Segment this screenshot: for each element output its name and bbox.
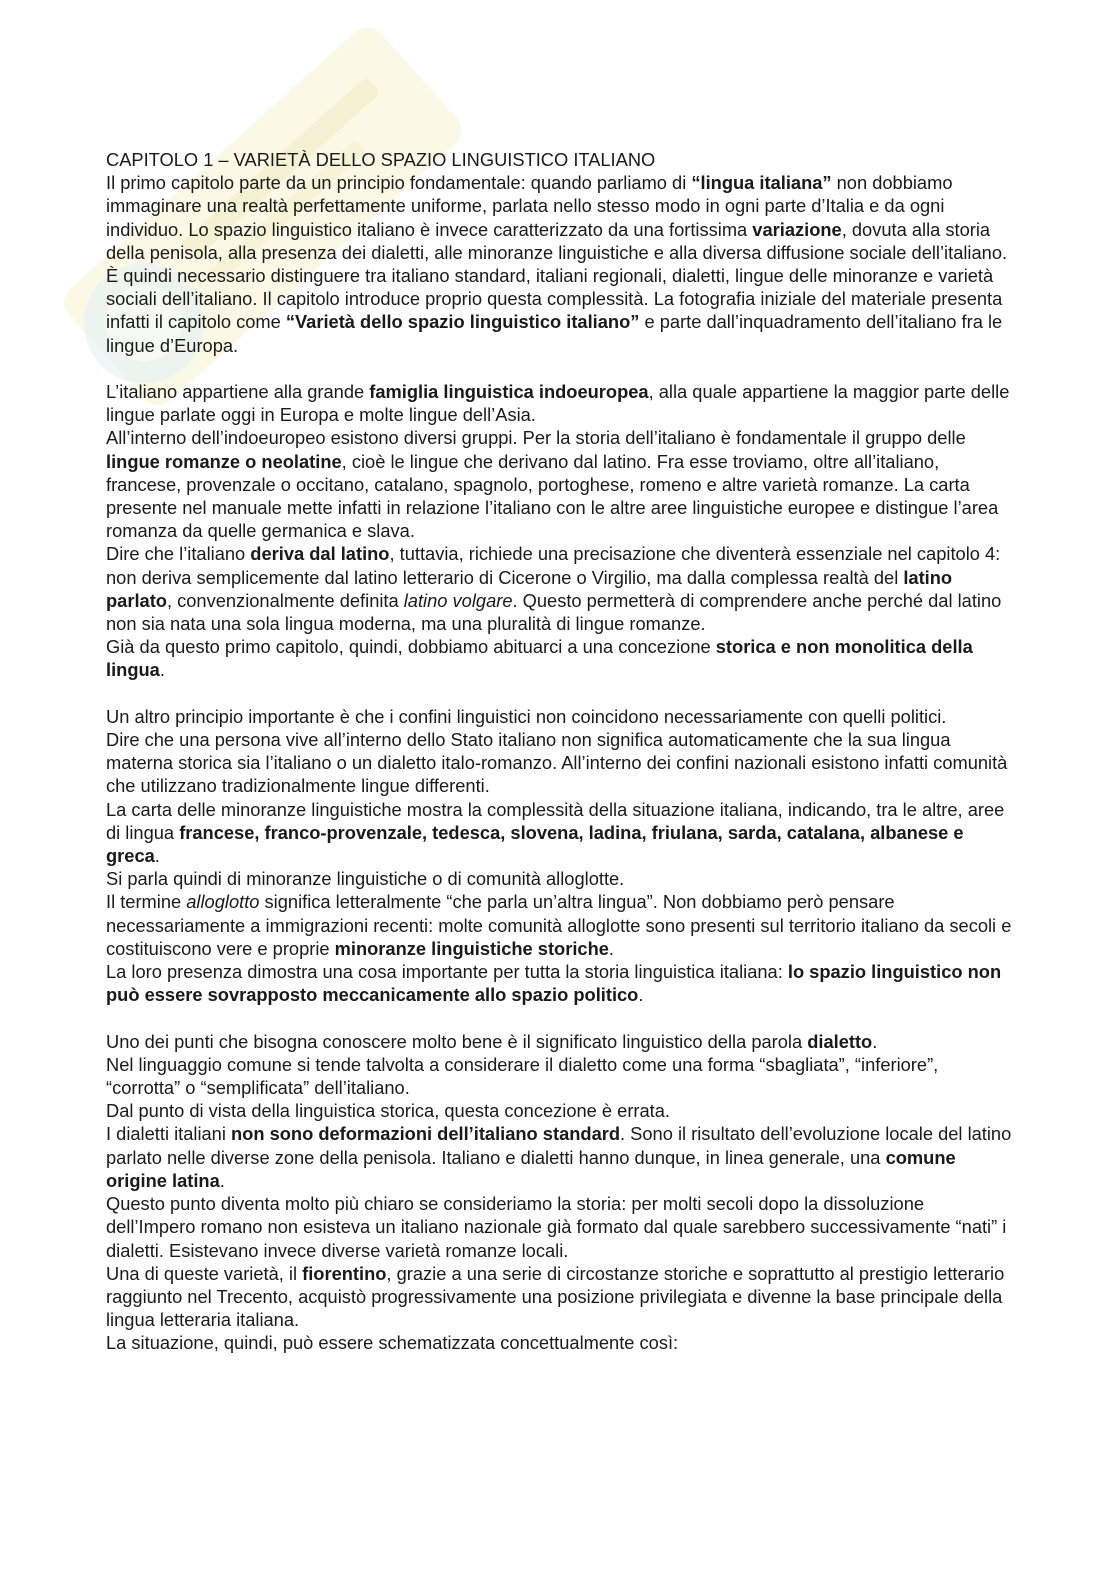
text-run: .	[872, 1030, 878, 1052]
bold-text: variazione	[752, 218, 842, 240]
text-run: All’interno dell’indoeuropeo esistono diversi gruppi. Per la storia dell’italiano è fondamentale il gruppo delle	[106, 427, 966, 449]
bold-text: deriva dal latino	[250, 543, 390, 565]
bold-text: fiorentino	[302, 1262, 387, 1284]
text-run: Dire che una persona vive all’interno dello Stato italiano non significa automaticamente che la sua lingua materna storica sia l’italiano o un dialetto italo-romanzo. All’interno dei confini nazionali esistono infatti comunità che utilizzano tradizionalmente lingue differenti.	[106, 729, 1008, 797]
paragraph	[106, 1099, 1012, 1122]
bold-text: francese, franco-provenzale, tedesca, slovena, ladina, friulana, sarda, catalana, albanese e greca	[106, 821, 964, 867]
paragraph	[106, 728, 1012, 798]
text-run: e parte dall’inquadramento dell’italiano fra le lingue d’Europa.	[106, 311, 1003, 356]
paragraph-gap	[106, 357, 1012, 380]
paragraph	[106, 705, 1012, 728]
paragraph	[106, 798, 1012, 868]
paragraph	[106, 171, 1012, 264]
text-run: .	[159, 659, 165, 681]
paragraph	[106, 1030, 1012, 1053]
text-run: , grazie a una serie di circostanze storiche e soprattutto al prestigio letterario raggiunto nel Trecento, acquistò progressivamente una posizione privilegiata e divenne la base principale della lingua letteraria italiana.	[106, 1262, 1005, 1331]
text-run: La carta delle minoranze linguistiche mostra la complessità della situazione italiana, indicando, tra le altre, aree di lingua	[106, 798, 1005, 843]
text-run: Il termine	[106, 891, 187, 913]
paragraph	[106, 1192, 1012, 1262]
bold-text: lingue romanze o neolatine	[106, 450, 342, 472]
text-run: Si parla quindi di minoranze linguistiche o di comunità alloglotte.	[106, 868, 625, 890]
document-body	[106, 148, 1012, 1355]
text-run: . Sono il risultato dell’evoluzione locale del latino parlato nelle diverse zone della penisola. Italiano e dialetti hanno dunque, in linea generale, una	[106, 1123, 1012, 1168]
bold-text: dialetto	[807, 1030, 873, 1052]
bold-text: “lingua italiana”	[691, 172, 832, 194]
text-run: , cioè le lingue che derivano dal latino. Fra esse troviamo, oltre all’italiano, francese, provenzale o occitano, catalano, spagnolo, portoghese, romeno e altre varietà romanze. La carta presente nel manuale mette infatti in relazione l’italiano con le altre aree linguistiche europee e distingue l’area romanza da quelle germanica e slava.	[106, 450, 999, 542]
paragraph	[106, 380, 1012, 426]
text-run: , tuttavia, richiede una precisazione che diventerà essenziale nel capitolo 4: non deriva semplicemente dal latino letterario di Cicerone o Virgilio, ma dalla complessa realtà del	[106, 543, 1001, 588]
paragraph	[106, 960, 1012, 1006]
paragraph	[106, 1331, 1012, 1354]
paragraph	[106, 542, 1012, 635]
paragraph	[106, 1053, 1012, 1099]
text-run: Uno dei punti che bisogna conoscere molto bene è il significato linguistico della parola	[106, 1030, 808, 1052]
paragraph	[106, 890, 1012, 960]
text-run: non dobbiamo immaginare una realtà perfettamente uniforme, parlata nello stesso modo in ogni parte d’Italia e da ogni individuo. Lo spazio linguistico italiano è invece caratterizzato da una fortissima	[106, 172, 953, 240]
paragraph-list	[106, 171, 1012, 1354]
text-run: È quindi necessario distinguere tra italiano standard, italiani regionali, dialetti, lingue delle minoranze e varietà sociali dell’italiano. Il capitolo introduce proprio questa complessità. La fotografia iniziale del materiale presenta infatti il capitolo come	[106, 265, 1003, 333]
paragraph	[106, 426, 1012, 542]
text-run: Nel linguaggio comune si tende talvolta a considerare il dialetto come una forma “sbagliata”, “inferiore”, “corrotta” o “semplificata” dell’italiano.	[106, 1053, 939, 1099]
text-run: Una di queste varietà, il	[106, 1262, 303, 1284]
paragraph	[106, 1262, 1012, 1332]
text-run: .	[219, 1169, 225, 1191]
text-run: .	[638, 984, 644, 1006]
text-run: .	[154, 845, 160, 867]
text-run: Questo punto diventa molto più chiaro se consideriamo la storia: per molti secoli dopo la dissoluzione dell’Impero romano non esisteva un italiano nazionale già formato dal quale sarebbero successivamente “nati” i dialetti. Esistevano invece diverse varietà romanze locali.	[106, 1193, 1007, 1261]
bold-text: “Varietà dello spazio linguistico italiano”	[285, 311, 640, 333]
bold-text: comune origine latina	[106, 1146, 956, 1191]
text-run: L’italiano appartiene alla grande	[106, 381, 370, 403]
text-run: Già da questo primo capitolo, quindi, dobbiamo abituarci a una concezione	[106, 636, 716, 658]
italic-text: latino volgare	[403, 589, 513, 611]
text-run: Un altro principio importante è che i confini linguistici non coincidono necessariamente con quelli politici.	[106, 705, 947, 727]
text-run: La situazione, quindi, può essere schematizzata concettualmente così:	[106, 1332, 679, 1354]
text-run: Il primo capitolo parte da un principio fondamentale: quando parliamo di	[106, 172, 692, 194]
italic-text: alloglotto	[186, 891, 260, 913]
text-run: Dal punto di vista della linguistica storica, questa concezione è errata.	[106, 1100, 670, 1122]
bold-text: minoranze linguistiche storiche	[334, 937, 609, 959]
text-run: significa letteralmente “che parla un’altra lingua”. Non dobbiamo però pensare necessariamente a immigrazioni recenti: molte comunità alloglotte sono presenti sul territorio italiano da secoli e costituiscono vere e proprie	[106, 891, 1012, 959]
paragraph-gap	[106, 682, 1012, 705]
paragraph	[106, 635, 1012, 681]
paragraph	[106, 1122, 1012, 1192]
bold-text: famiglia linguistica indoeuropea	[369, 381, 649, 403]
chapter-title: CAPITOLO 1 – VARIETÀ DELLO SPAZIO LINGUISTICO ITALIANO	[106, 149, 656, 170]
text-run: . Questo permetterà di comprendere anche perché dal latino non sia nata una sola lingua moderna, ma una pluralità di lingue romanze.	[106, 589, 1002, 635]
paragraph-gap	[106, 1006, 1012, 1029]
paragraph	[106, 264, 1012, 357]
bold-text: non sono deformazioni dell’italiano standard	[231, 1123, 621, 1145]
paragraph	[106, 867, 1012, 890]
text-run: .	[608, 937, 615, 959]
text-run: I dialetti italiani	[106, 1123, 231, 1145]
text-run: Dire che l’italiano	[106, 543, 251, 565]
text-run: , alla quale appartiene la maggior parte delle lingue parlate oggi in Europa e molte lingue dell’Asia.	[106, 381, 1010, 426]
bold-text: lo spazio linguistico non può essere sovrapposto meccanicamente allo spazio politico	[106, 961, 1002, 1006]
text-run: , dovuta alla storia della penisola, alla presenza dei dialetti, alle minoranze linguistiche e alla diversa diffusione sociale dell’italiano.	[106, 218, 1008, 263]
bold-text: storica e non monolitica della lingua	[106, 636, 973, 681]
text-run: , convenzionalmente definita	[166, 589, 404, 611]
text-run: La loro presenza dimostra una cosa importante per tutta la storia linguistica italiana:	[106, 961, 788, 983]
bold-text: latino parlato	[106, 566, 953, 611]
